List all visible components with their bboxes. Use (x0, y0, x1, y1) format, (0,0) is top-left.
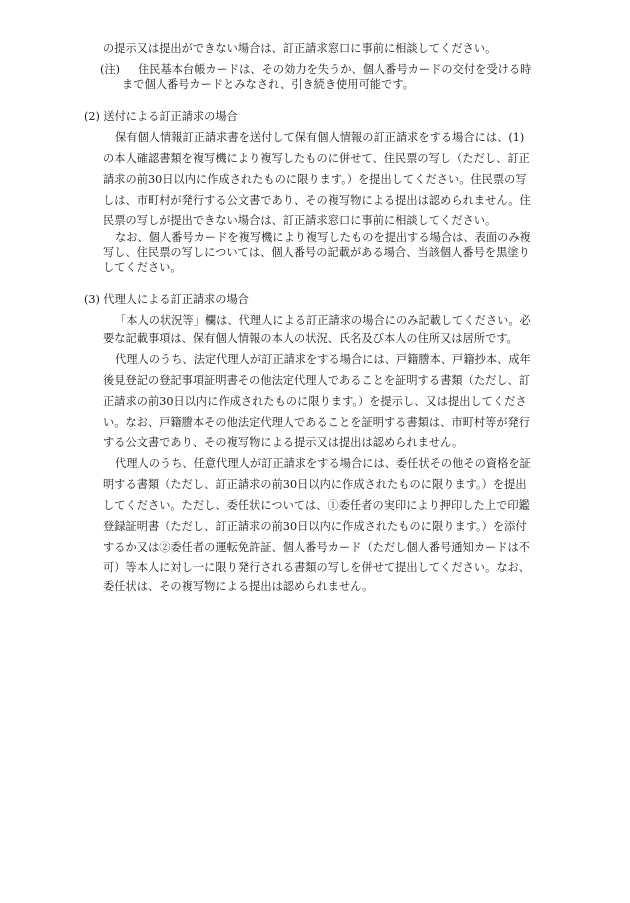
section-3-para-3-line: 委任状は、その複写物による提出は認められません。 (103, 580, 374, 593)
section-2-para-2-line: なお、個人番号カードを複写機により複写したものを提出する場合は、表面のみ複 (115, 231, 531, 244)
section-3-para-2-line: 後見登記の登記事項証明書その他法定代理人であることを証明する書類（ただし、訂 (103, 374, 531, 387)
section-3-para-2-line: 代理人のうち、法定代理人が訂正請求をする場合には、戸籍謄本、戸籍抄本、成年 (115, 353, 531, 366)
section-2-para-2-line: 写し、住民票の写しについては、個人番号の記載がある場合、当該個人番号を黒塗り (103, 246, 530, 259)
section-2-para-1-line: の本人確認書類を複写機により複写したものに併せて、住民票の写し（ただし、訂正 (103, 152, 530, 165)
section-2-para-1-line: 民票の写しが提出できない場合は、訂正請求窓口に事前に相談してください。 (103, 214, 497, 227)
note-line-1: 住民基本台帳カードは、その効力を失うか、個人番号カードの交付を受ける時 (138, 63, 532, 76)
section-2-heading: (2) 送付による訂正請求の場合 (84, 110, 238, 123)
section-2-para-1-line: 保有個人情報訂正請求書を送付して保有個人情報の訂正請求をする場合には、(1) (115, 131, 525, 144)
section-3-para-3-line: 代理人のうち、任意代理人が訂正請求をする場合には、委任状その他その資格を証 (115, 457, 531, 470)
section-3-para-3-line: 登録証明書（ただし、訂正請求の前30日以内に作成されたものに限ります。）を添付 (103, 520, 527, 533)
section-3-para-3-line: するか又は②委任者の運転免許証、個人番号カード（ただし個人番号通知カードは不 (103, 541, 531, 554)
note-label: (注) (100, 63, 121, 76)
section-3-para-3-line: 明する書類（ただし、訂正請求の前30日以内に作成されたものに限ります。）を提出 (103, 478, 527, 491)
section-3-para-2-line: い。なお、戸籍謄本その他法定代理人であることを証明する書類は、市町村等が発行 (103, 416, 531, 429)
section-3-para-3-line: 可）等本人に対し一に限り発行される書類の写しを併せて提出してください。なお、 (103, 561, 531, 574)
note-line-2: まで個人番号カードとみなされ、引き続き使用可能です。 (122, 78, 414, 91)
section-3-para-2-line: する公文書であり、その複写物による提示又は提出は認められません。 (103, 436, 464, 449)
section-3-para-3-line: してください。ただし、委任状については、①委任者の実印により押印した上で印鑑 (103, 499, 530, 512)
section-3-para-1-line: 要な記載事項は、保有個人情報の本人の状況、氏名及び本人の住所又は居所です。 (103, 332, 518, 345)
section-2-para-1-line: 請求の前30日以内に作成されたものに限ります。）を提出してください。住民票の写 (103, 173, 527, 186)
section-2-para-1-line: しは、市町村が発行する公文書であり、その複写物による提出は認められません。住 (103, 194, 531, 207)
section-3-para-2-line: 正請求の前30日以内に作成されたものに限ります。）を提示し、又は提出してくださ (103, 395, 527, 408)
intro-line: の提示又は提出ができない場合は、訂正請求窓口に事前に相談してください。 (103, 42, 497, 55)
section-3-para-1-line: 「本人の状況等」欄は、代理人による訂正請求の場合にのみ記載してください。必 (115, 314, 531, 327)
section-3-heading: (3) 代理人による訂正請求の場合 (84, 293, 249, 306)
section-2-para-2-line: してください。 (103, 261, 182, 274)
